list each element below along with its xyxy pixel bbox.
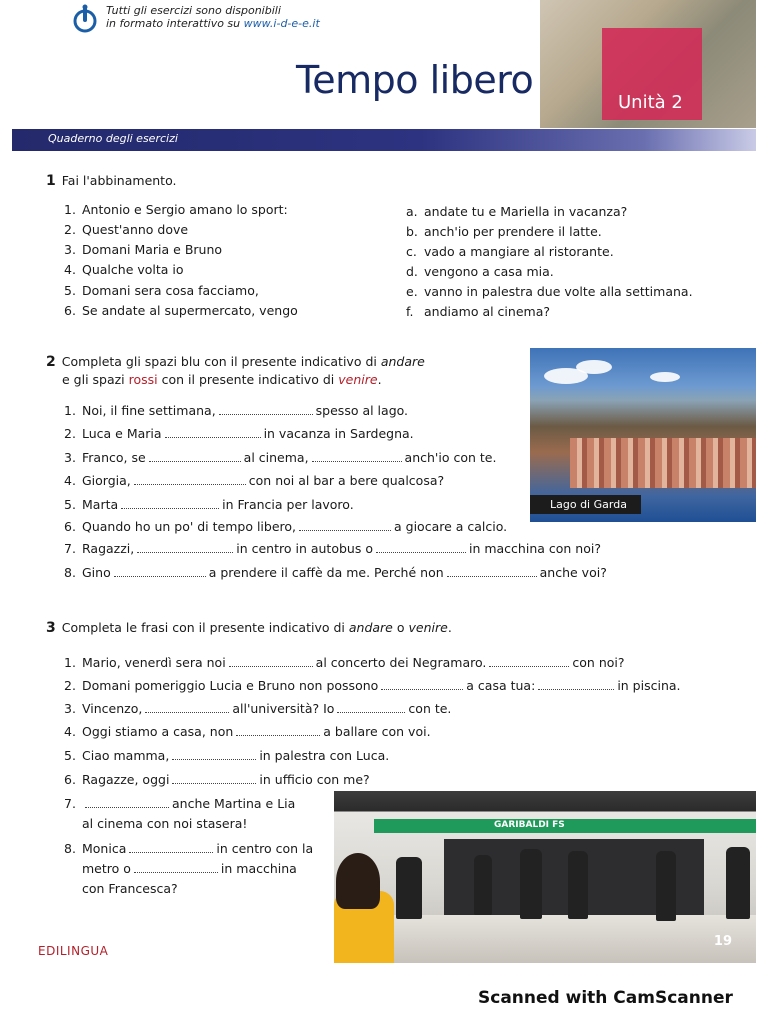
answer-blank[interactable] [299,520,391,531]
photo-caption: Lago di Garda [530,495,641,514]
info-line-1: Tutti gli esercizi sono disponibili [106,4,281,17]
page-number: 19 [713,934,732,949]
lake-photo [530,348,756,522]
interactive-info [72,4,320,34]
exercise-1-instruction: Fai l'abbinamento. [61,173,177,188]
answer-blank[interactable] [376,542,466,553]
exercise-2-item-7: 7. Ragazzi, in centro in autobus o in macchina con noi? [64,541,601,556]
info-line-2: in formato interattivo su [106,17,244,30]
match-right-item: f. andiamo al cinema? [406,304,550,319]
exercise-3-item-6: 6. Ragazze, oggi in ufficio con me? [64,772,370,787]
answer-blank[interactable] [85,797,169,808]
publisher-logo: EDILINGUA [38,944,109,958]
match-left-item: 3. Domani Maria e Bruno [64,242,223,257]
match-right-item: a. andate tu e Mariella in vacanza? [406,204,628,219]
header-photo [540,0,756,128]
exercise-1-number: 1 [46,173,56,189]
answer-blank[interactable] [165,427,261,438]
answer-blank[interactable] [447,566,537,577]
band-label: Quaderno degli esercizi [48,132,178,145]
metro-station-photo [334,791,756,963]
match-right-item: e. vanno in palestra due volte alla settimana. [406,284,693,299]
exercise-3-item-7-cont: al cinema con noi stasera! [82,816,248,831]
match-left-item: 2. Quest'anno dove [64,222,189,237]
exercise-3-item-1: 1. Mario, venerdì sera noi al concerto dei Negramaro. con noi? [64,655,625,670]
exercise-3-item-8: 8. Monica in centro con la [64,841,314,856]
exercise-3-item-7: 7. anche Martina e Lia [64,796,296,811]
answer-blank[interactable] [489,656,569,667]
answer-blank[interactable] [129,842,213,853]
exercise-3-item-8-cont: metro o in macchina [82,861,297,876]
match-right-item: b. anch'io per prendere il latte. [406,224,602,239]
answer-blank[interactable] [236,725,320,736]
match-left-item: 4. Qualche volta io [64,262,184,277]
exercise-3-item-5: 5. Ciao mamma, in palestra con Luca. [64,748,390,763]
answer-blank[interactable] [121,498,219,509]
exercise-3-item-8-end: con Francesca? [82,881,178,896]
answer-blank[interactable] [229,656,313,667]
exercise-2-item-2: 2. Luca e Maria in vacanza in Sardegna. [64,426,414,441]
unit-label: Unità 2 [618,92,683,113]
answer-blank[interactable] [134,474,246,485]
match-left-item: 6. Se andate al supermercato, vengo [64,303,298,318]
answer-blank[interactable] [137,542,233,553]
exercise-1-title [46,172,176,190]
exercise-2-item-6: 6. Quando ho un po' di tempo libero, a giocare a calcio. [64,519,508,534]
exercise-2-item-1: 1. Noi, il fine settimana, spesso al lago. [64,403,409,418]
answer-blank[interactable] [538,679,614,690]
exercise-2-item-8: 8. Gino a prendere il caffè da me. Perché non anche voi? [64,565,607,580]
match-left-item: 5. Domani sera cosa facciamo, [64,283,259,298]
answer-blank[interactable] [145,702,229,713]
info-url-link[interactable]: www.i-d-e-e.it [243,17,320,30]
answer-blank[interactable] [312,451,402,462]
touch-info-icon [72,4,98,34]
exercise-3-title: 3 Completa le frasi con il presente indicativo di andare o venire. [46,620,452,636]
station-sign [374,819,756,833]
scanner-watermark: Scanned with CamScanner [478,988,733,1008]
answer-blank[interactable] [172,749,256,760]
answer-blank[interactable] [114,566,206,577]
answer-blank[interactable] [149,451,241,462]
answer-blank[interactable] [337,702,405,713]
match-right-item: c. vado a mangiare al ristorante. [406,244,614,259]
section-band [12,129,756,151]
match-left-item: 1. Antonio e Sergio amano lo sport: [64,202,288,217]
page-title: Tempo libero [296,58,534,102]
exercise-2-item-5: 5. Marta in Francia per lavoro. [64,497,354,512]
exercise-2-title: 2 Completa gli spazi blu con il presente indicativo di andare e gli spazi rossi con il presente indicativo di venire. [46,354,425,387]
exercise-3-item-3: 3. Vincenzo, all'università? Io con te. [64,701,452,716]
answer-blank[interactable] [381,679,463,690]
exercise-3-item-4: 4. Oggi stiamo a casa, non a ballare con voi. [64,724,431,739]
match-right-item: d. vengono a casa mia. [406,264,554,279]
answer-blank[interactable] [134,862,218,873]
answer-blank[interactable] [219,404,313,415]
exercise-3-item-2: 2. Domani pomeriggio Lucia e Bruno non possono a casa tua: in piscina. [64,678,681,693]
exercise-2-item-4: 4. Giorgia, con noi al bar a bere qualcosa? [64,473,445,488]
station-sign-text: GARIBALDI FS [494,820,565,830]
exercise-2-item-3: 3. Franco, se al cinema, anch'io con te. [64,450,497,465]
answer-blank[interactable] [172,773,256,784]
